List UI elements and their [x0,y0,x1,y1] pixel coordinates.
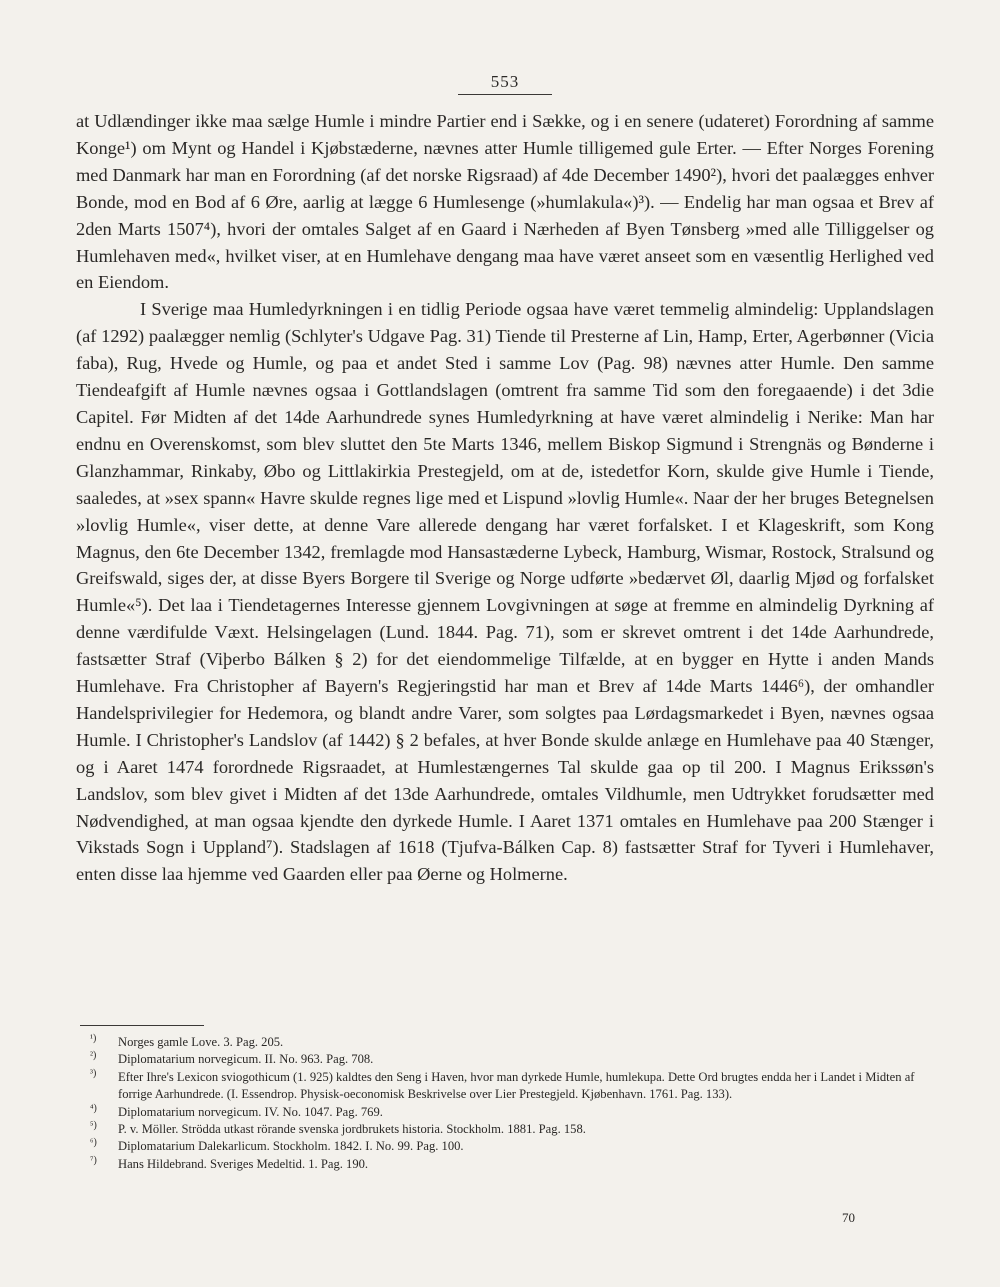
footnote [80,1104,938,1121]
footnote-text: Diplomatarium Dalekarlicum. Stockholm. 1842. I. No. 99. Pag. 100. [118,1139,464,1154]
footnote-mark: ⁵) [90,1120,97,1132]
page-number-rule [458,94,552,95]
page-number: 553 [490,72,520,91]
footnote-text: P. v. Möller. Strödda utkast rörande svenska jordbrukets historia. Stockholm. 1881. Pag. 158. [118,1122,586,1137]
footnote-text: Hans Hildebrand. Sveriges Medeltid. 1. Pag. 190. [118,1156,369,1171]
footnote [80,1121,938,1138]
footnote-rule [80,1025,204,1026]
footnote [80,1051,938,1068]
footnote-text: Efter Ihre's Lexicon sviogothicum (1. 925) kaldtes den Seng i Haven, hvor man dyrkede Humle, humlekupa. Dette Ord brugtes endda her i Landet i Midten af forrige Aarhundrede. (I. Essendrop. Physisk-oeconomisk Beskrivelse over Lier Prestegjeld. Kjøbenhavn. 1761. Pag. 133). [118,1069,915,1102]
paragraph: I Sverige maa Humledyrkningen i en tidlig Periode ogsaa have været temmelig almindelig: Upplandslagen (af 1292) paalægger nemlig (Schlyter's Udgave Pag. 31) Tiende til Presterne af Lin, Hamp, Erter, Agerbønner (Vicia faba), Rug, Hvede og Humle, og paa et andet Sted i samme Lov (Pag. 98) nævnes atter Humle. Den samme Tiendeafgift af Humle nævnes ogsaa i Gottlandslagen (omtrent fra samme Tid som den foregaaende) i det 3die Capitel. Før Midten af det 14de Aarhundrede synes Humledyrkning at have været almindelig i Nerike: Man har endnu en Overenskomst, som blev sluttet den 5te Marts 1346, mellem Biskop Sigmund i Strengnäs og Bønderne i Glanzhammar, Rinkaby, Øbo og Littlakirkia Prestegjeld, om at de, istedetfor Korn, skulde give Humle i Tiende, saaledes, at »sex spann« Havre skulde regnes lige med et Lispund »lovlig Humle«. Naar der her bruges Betegnelsen »lovlig Humle«, viser dette, at denne Vare allerede dengang har været forfalsket. I et Klageskrift, som Kong Magnus, den 6te December 1342, fremlagde mod Hansastæderne Lybeck, Hamburg, Wismar, Rostock, Stralsund og Greifswald, siges der, at disse Byers Borgere til Sverige og Norge udførte »bedærvet Øl, daarlig Mjød og forfalsket Humle«⁵). Det laa i Tiendetagernes Interesse gjennem Lovgivningen at søge at fremme en almindelig Dyrkning af denne værdifulde Væxt. Helsingelagen (Lund. 1844. Pag. 71), som er skrevet omtrent i det 14de Aarhundrede, fastsætter Straf (Viþerbo Bálken § 2) for det eiendommelige Tilfælde, at en bygger en Hytte i anden Mands Humlehave. Fra Christopher af Bayern's Regjeringstid har man et Brev af 14de Marts 1446⁶), der omhandler Handelsprivilegier for Hedemora, og blandt andre Varer, som solgtes paa Lørdagsmarkedet i Byen, nævnes ogsaa Humle. I Christopher's Landslov (af 1442) § 2 befales, at hver Bonde skulde anlæge en Humlehave paa 40 Stænger, og i Aaret 1474 forordnede Rigsraadet, at Humlestængernes Tal skulde gaa op til 200. I Magnus Erikssøn's Landslov, som blev givet i Midten af det 13de Aarhundrede, omtales Vildhumle, men Udtrykket forudsætter med Nødvendighed, at man ogsaa kjendte den dyrkede Humle. I Aaret 1371 omtales en Humlehave paa 200 Stænger i Vikstads Sogn i Uppland⁷). Stadslagen af 1618 (Tjufva-Bálken Cap. 8) fastsætter Straf for Tyveri i Humlehaver, enten disse laa hjemme ved Gaarden eller paa Øerne og Holmerne. [76,299,934,885]
footnotes [80,1034,938,1173]
footnote [80,1138,938,1155]
paragraph: at Udlændinger ikke maa sælge Humle i mindre Partier end i Sække, og i en senere (udateret) Forordning af samme Konge¹) om Mynt og Handel i Kjøbstæderne, nævnes atter Humle tilligemed gule Erter. — Efter Norges Forening med Danmark har man en Forordning (af det norske Rigsraad) af 4de December 1490²), hvori det paalægges enhver Bonde, mod en Bod af 6 Øre, aarlig at lægge 6 Humlesenge (»humlakula«)³). — Endelig har man ogsaa et Brev af 2den Marts 1507⁴), hvori der omtales Salget af en Gaard i Nærheden af Byen Tønsberg »med alle Tilliggelser og Humlehaven med«, hvilket viser, at en Humlehave dengang maa have været anseet som en væsentlig Herlighed ved en Eiendom. [76,111,934,293]
footnote-mark: ¹) [90,1033,97,1044]
footnote-mark: ⁴) [90,1102,97,1114]
footnote [80,1156,938,1173]
footnote-mark: ²) [90,1050,97,1062]
footnote-text: Diplomatarium norvegicum. II. No. 963. Pag. 708. [118,1052,374,1067]
body-text [76,108,934,888]
footnote-text: Norges gamle Love. 3. Pag. 205. [118,1035,284,1049]
footnote-mark: ⁶) [90,1137,97,1149]
footnote-text: Diplomatarium norvegicum. IV. No. 1047. Pag. 769. [118,1104,383,1119]
footnote [80,1034,938,1051]
footnote-mark: ³) [90,1067,97,1079]
printer-signature: 70 [842,1210,855,1225]
footnote-mark: ⁷) [90,1154,97,1166]
footnote [80,1069,938,1104]
